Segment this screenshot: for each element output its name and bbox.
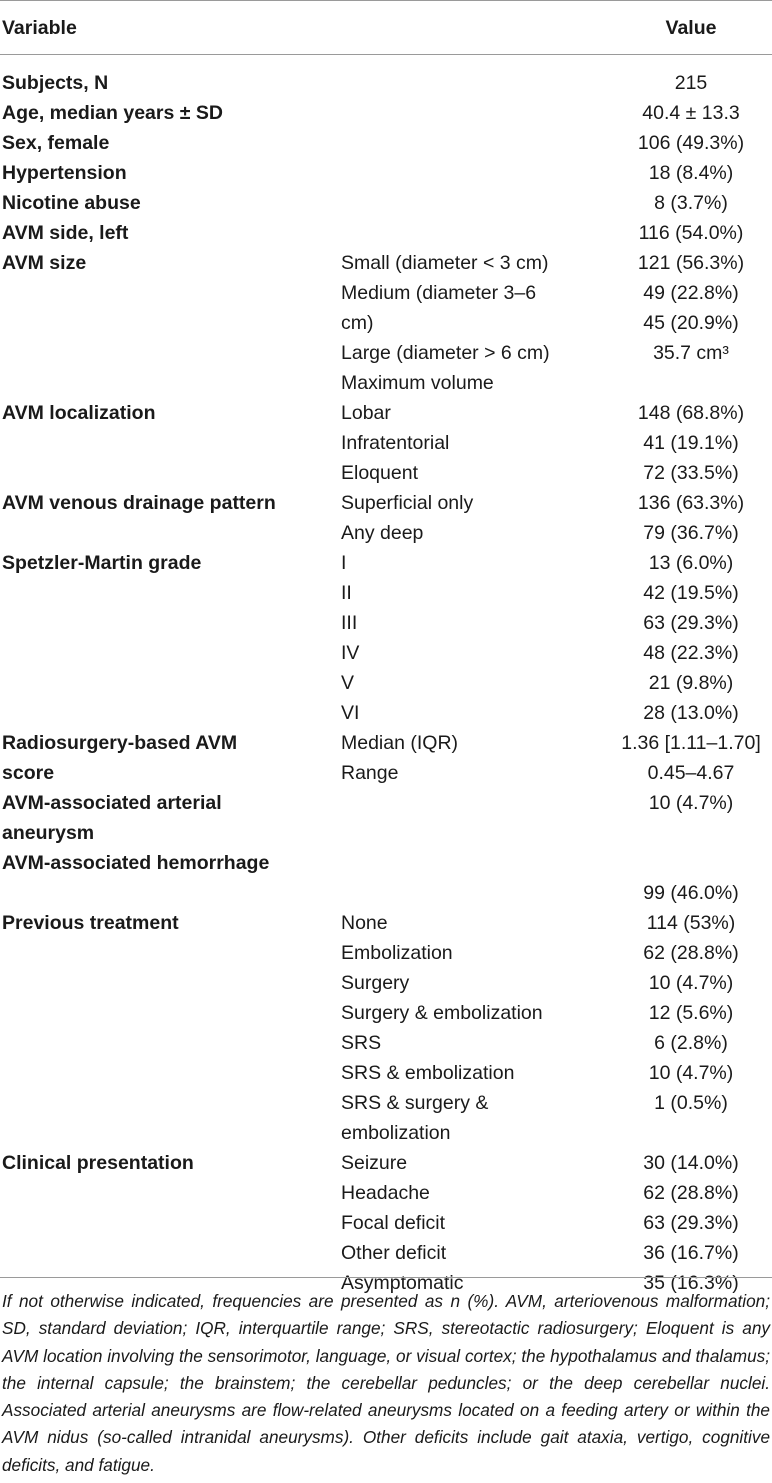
row-value: 116 (54.0%): [638, 222, 744, 244]
row-value: 21 (9.8%): [648, 672, 734, 694]
row-value: 1 (0.5%): [654, 1092, 728, 1114]
header-value: Value: [665, 17, 717, 39]
row-value: 6 (2.8%): [654, 1032, 728, 1054]
row-variable-label: AVM side, left: [2, 222, 129, 244]
row-value: 1.36 [1.11–1.70]: [621, 732, 761, 754]
row-subcategory-label: Embolization: [341, 942, 453, 964]
row-variable-label: Age, median years ± SD: [2, 102, 223, 124]
row-value: 41 (19.1%): [643, 432, 739, 454]
row-subcategory-label: Large (diameter > 6 cm): [341, 342, 550, 364]
row-subcategory-label: Surgery: [341, 972, 410, 994]
row-value: 72 (33.5%): [643, 462, 739, 484]
row-value: 63 (29.3%): [643, 1212, 739, 1234]
row-value: 12 (5.6%): [648, 1002, 734, 1024]
row-variable-label: AVM venous drainage pattern: [2, 492, 276, 514]
row-subcategory-label: Medium (diameter 3–6: [341, 282, 537, 304]
row-subcategory-label: SRS & embolization: [341, 1062, 515, 1084]
row-value: 28 (13.0%): [643, 702, 739, 724]
row-subcategory-label: III: [341, 612, 358, 634]
table-header-rule: [0, 54, 772, 55]
row-value: 49 (22.8%): [643, 282, 739, 304]
row-subcategory-label: Seizure: [341, 1152, 408, 1174]
row-value: 30 (14.0%): [643, 1152, 739, 1174]
row-value: 45 (20.9%): [643, 312, 739, 334]
row-subcategory-label: II: [341, 582, 352, 604]
row-variable-label: AVM-associated hemorrhage: [2, 852, 270, 874]
row-value: 10 (4.7%): [648, 972, 734, 994]
row-variable-label: Subjects, N: [2, 72, 109, 94]
row-subcategory-label: cm): [341, 312, 374, 334]
row-value: 0.45–4.67: [647, 762, 735, 784]
row-variable-label: Sex, female: [2, 132, 110, 154]
row-subcategory-label: embolization: [341, 1122, 451, 1144]
row-subcategory-label: Eloquent: [341, 462, 418, 484]
row-subcategory-label: Any deep: [341, 522, 424, 544]
row-value: 106 (49.3%): [637, 132, 745, 154]
row-subcategory-label: Median (IQR): [341, 732, 459, 754]
row-value: 35 (16.3%): [643, 1272, 739, 1294]
row-subcategory-label: Infratentorial: [341, 432, 450, 454]
table-bottom-rule: [0, 1277, 772, 1278]
row-variable-label: Previous treatment: [2, 912, 179, 934]
row-value: 10 (4.7%): [648, 792, 734, 814]
row-variable-label: Clinical presentation: [2, 1152, 194, 1174]
row-subcategory-label: None: [341, 912, 388, 934]
row-subcategory-label: Lobar: [341, 402, 391, 424]
row-value: 121 (56.3%): [637, 252, 745, 274]
row-variable-label: AVM size: [2, 252, 87, 274]
row-variable-label: score: [2, 762, 55, 784]
row-value: 8 (3.7%): [654, 192, 728, 214]
row-subcategory-label: IV: [341, 642, 360, 664]
row-subcategory-label: Surgery & embolization: [341, 1002, 543, 1024]
row-subcategory-label: Headache: [341, 1182, 430, 1204]
row-value: 13 (6.0%): [648, 552, 734, 574]
row-variable-label: Spetzler-Martin grade: [2, 552, 202, 574]
row-variable-label: AVM-associated arterial: [2, 792, 222, 814]
row-value: 62 (28.8%): [643, 1182, 739, 1204]
row-subcategory-label: SRS & surgery &: [341, 1092, 489, 1114]
row-subcategory-label: VI: [341, 702, 360, 724]
row-subcategory-label: I: [341, 552, 347, 574]
row-variable-label: AVM localization: [2, 402, 156, 424]
row-value: 114 (53%): [646, 912, 736, 934]
row-value: 40.4 ± 13.3: [642, 102, 740, 124]
row-value: 42 (19.5%): [643, 582, 739, 604]
row-value: 99 (46.0%): [643, 882, 739, 904]
row-value: 63 (29.3%): [643, 612, 739, 634]
row-value: 35.7 cm³: [653, 342, 729, 364]
row-value: 79 (36.7%): [643, 522, 739, 544]
row-value: 36 (16.7%): [643, 1242, 739, 1264]
header-variable: Variable: [2, 17, 77, 39]
row-subcategory-label: Other deficit: [341, 1242, 447, 1264]
row-subcategory-label: Maximum volume: [341, 372, 494, 394]
row-subcategory-label: SRS: [341, 1032, 382, 1054]
row-subcategory-label: Superficial only: [341, 492, 474, 514]
row-variable-label: Hypertension: [2, 162, 127, 184]
row-value: 136 (63.3%): [637, 492, 745, 514]
row-variable-label: Nicotine abuse: [2, 192, 141, 214]
row-value: 18 (8.4%): [648, 162, 734, 184]
row-value: 215: [674, 72, 708, 94]
row-subcategory-label: Focal deficit: [341, 1212, 446, 1234]
row-variable-label: Radiosurgery-based AVM: [2, 732, 238, 754]
table-top-rule: [0, 0, 772, 1]
row-value: 148 (68.8%): [637, 402, 745, 424]
row-subcategory-label: V: [341, 672, 355, 694]
row-value: 10 (4.7%): [648, 1062, 734, 1084]
row-subcategory-label: Asymptomatic: [341, 1272, 464, 1294]
table-footnote: If not otherwise indicated, frequencies are presented as n (%). AVM, arteriovenous malformation; SD, standard deviation; IQR, interquartile range; SRS, stereotactic radiosurgery; Eloquent is any AVM location involving the sensorimotor, language, or visual cortex; the hypothalamus and thalamus; the internal capsule; the brainstem; the cerebellar peduncles; or the deep cerebellar nuclei. Associated arterial aneurysms are flow-related aneurysms located on a feeding artery or within the AVM nidus (so-called intranidal aneurysms). Other deficits include gait ataxia, vertigo, cognitive deficits, and fatigue.: [2, 1291, 770, 1475]
row-subcategory-label: Range: [341, 762, 399, 784]
row-value: 62 (28.8%): [643, 942, 739, 964]
row-subcategory-label: Small (diameter < 3 cm): [341, 252, 549, 274]
row-variable-label: aneurysm: [2, 822, 95, 844]
row-value: 48 (22.3%): [643, 642, 739, 664]
